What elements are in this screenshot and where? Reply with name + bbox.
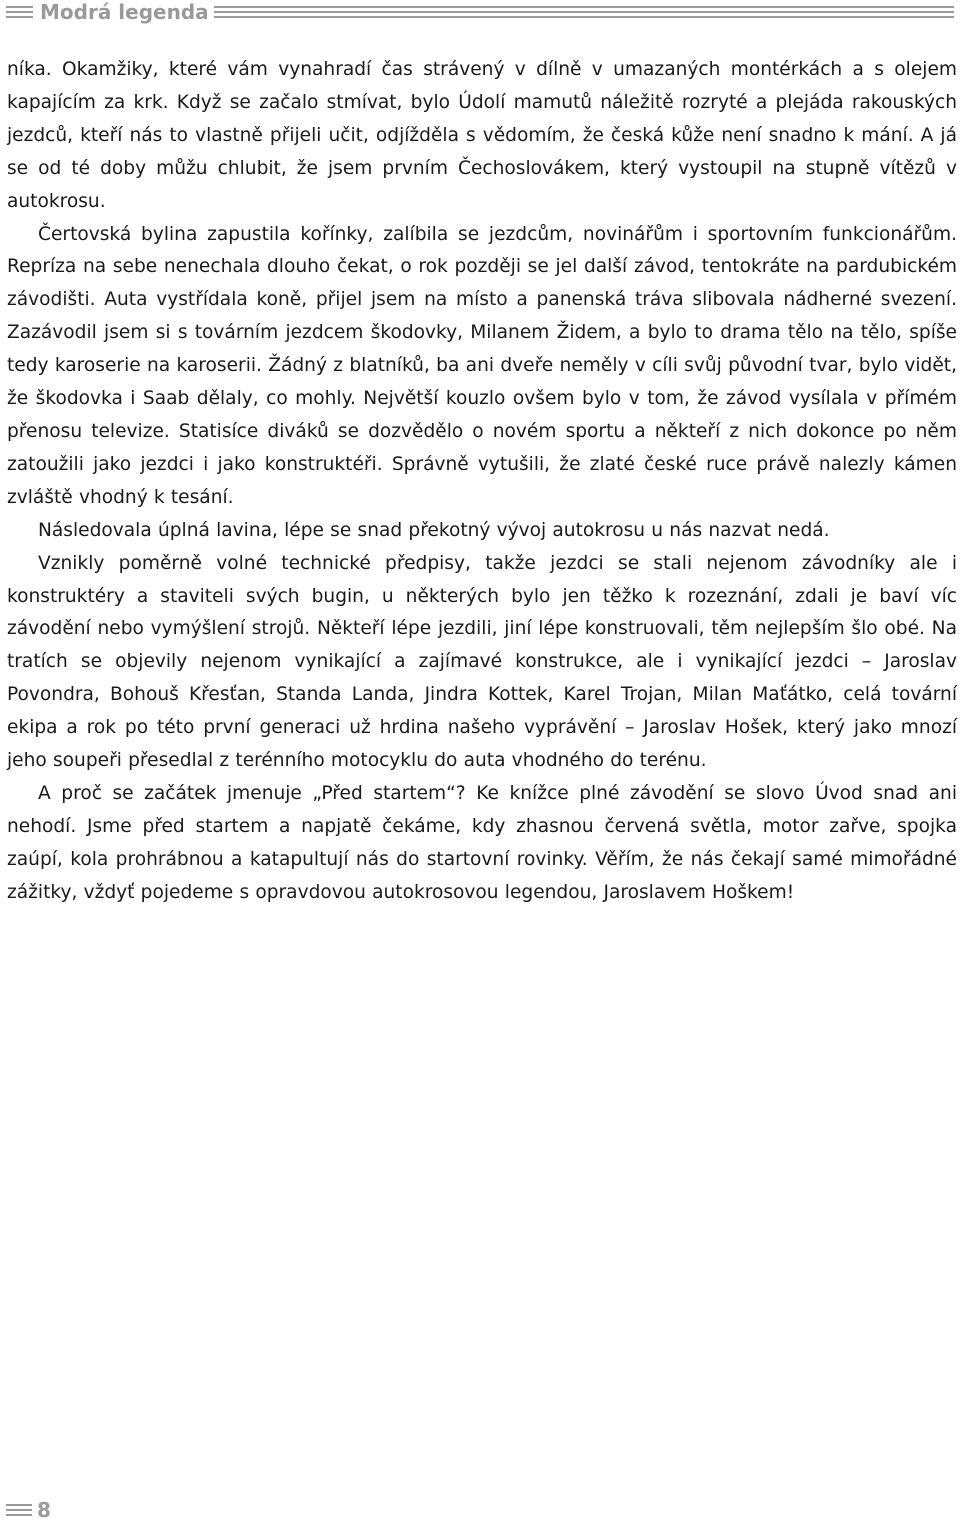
header-title: Modrá legenda — [40, 0, 209, 24]
paragraph: Vznikly poměrně volné technické předpisy, takže jezdci se stali nejenom závodníky ale i konstruktéry a staviteli svých bugin, u některých bylo jen těžko k rozeznání, zdali je baví víc závodění nebo vymýšlení strojů. Někteří lépe jezdili, jiní lépe konstruovali, těm nejlepším šlo obé. Na tratích se objevily nejenom vynikající a zajímavé konstrukce, ale i vynikající jezdci – Jaroslav Povondra, Bohouš Křesťan, Standa Landa, Jindra Kottek, Karel Trojan, Milan Maťátko, celá tovární ekipa a rok po této první generaci už hrdina našeho vyprávění – Jaroslav Hošek, který jako mnozí jeho soupeři přesedlal z terénního motocyklu do auta vhodného do terénu. — [7, 552, 957, 772]
paragraph: Čertovská bylina zapustila kořínky, zalíbila se jezdcům, novinářům i sportovním funkcionářům. Repríza na sebe nenechala dlouho čekat, o rok později se jel další závod, tentokráte na pardubickém závodišti. Auta vystřídala koně, přijel jsem na místo a panenská tráva slibovala nádherné svezení. Zazávodil jsem si s továrním jezdcem škodovky, Milanem Židem, a bylo to drama tělo na tělo, spíše tedy karoserie na karoserii. Žádný z blatníků, ba ani dveře neměly v cíli svůj původní tvar, bylo vidět, že škodovka i Saab dělaly, co mohly. Největší kouzlo ovšem bylo v tom, že závod vysílala v přímém přenosu televize. Statisíce diváků se dozvědělo o novém sportu a někteří z nich dokonce po něm zatoužili jako jezdci i jako konstruktéři. Správně vytušili, že zlaté české ruce právě nalezly kámen zvláště vhodný k tesání. — [7, 223, 957, 508]
footer-rule — [6, 1502, 32, 1518]
paragraph: Následovala úplná lavina, lépe se snad překotný vývoj autokrosu u nás nazvat nedá. — [38, 519, 830, 541]
body-text — [7, 54, 957, 910]
running-header — [0, 0, 960, 26]
paragraph: A proč se začátek jmenuje „Před startem“? Ke knížce plné závodění se slovo Úvod snad ani nehodí. Jsme před startem a napjatě čekáme, kdy zhasnou červená světla, motor zařve, spojka zaúpí, kola prohrábnou a katapultují nás do startovní rovinky. Věřím, že nás čekají samé mimořádné zážitky, vždyť pojedeme s opravdovou autokrosovou legendou, Jaroslavem Hoškem! — [7, 782, 957, 903]
page-number: 8 — [37, 1498, 51, 1522]
page-footer — [6, 1498, 86, 1522]
paragraph: níka. Okamžiky, které vám vynahradí čas strávený v dílně v umazaných montérkách a s olejem kapajícím za krk. Když se začalo stmívat, bylo Údolí mamutů náležitě rozryté a plejáda rakouských jezdců, kteří nás to vlastně přijeli učit, odjížděla s vědomím, že česká kůže není snadno k mání. A já se od té doby můžu chlubit, že jsem prvním Čechoslovákem, který vystoupil na stupně vítězů v autokrosu. — [7, 59, 957, 212]
header-rule-right — [214, 4, 954, 20]
header-rule-left — [6, 4, 33, 20]
